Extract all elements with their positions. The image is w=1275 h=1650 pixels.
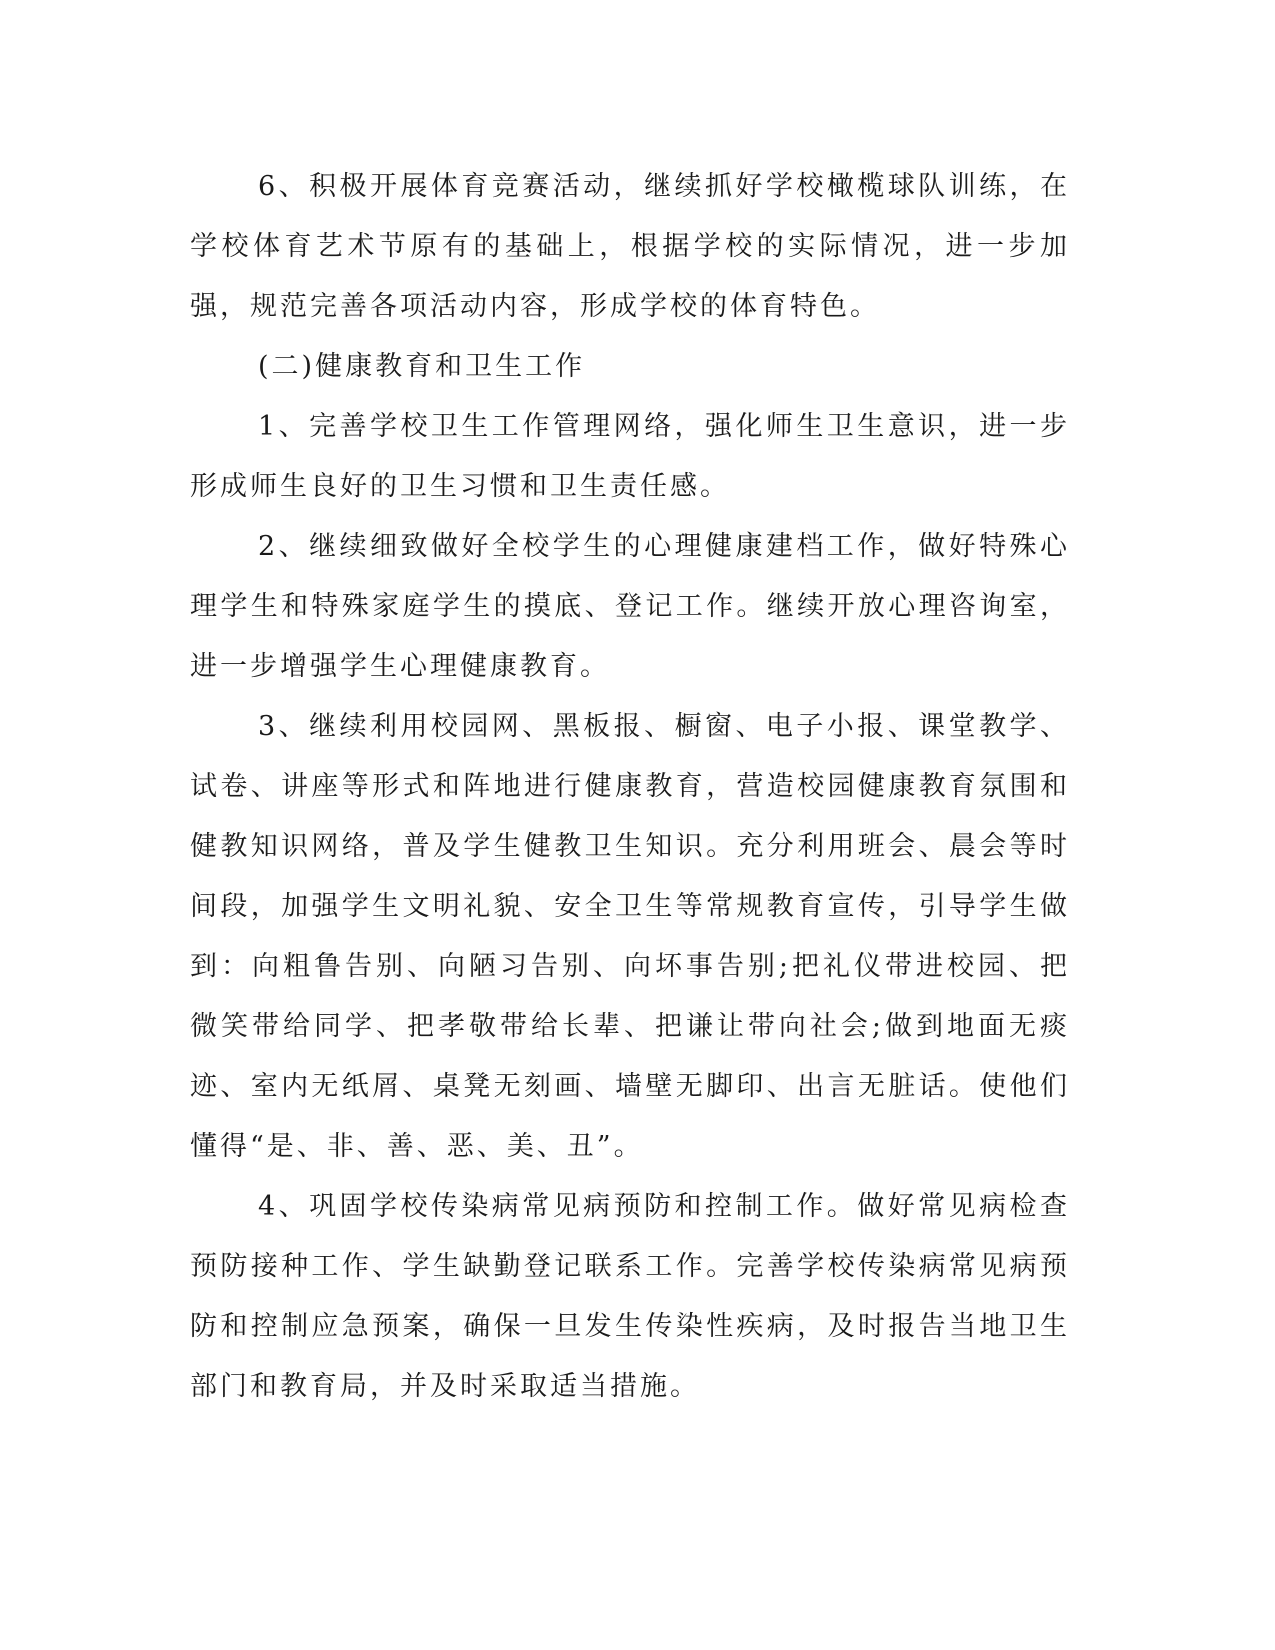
paragraph-item-4-disease-prevention: 4、巩固学校传染病常见病预防和控制工作。做好常见病检查预防接种工作、学生缺勤登记联系工作。完善学校传染病常见病预防和控制应急预案，确保一旦发生传染性疾病，及时报告当地卫生部门和教育局，并及时采取适当措施。 <box>190 1191 1070 1402</box>
paragraph-item-2-mental-health: 2、继续细致做好全校学生的心理健康建档工作，做好特殊心理学生和特殊家庭学生的摸底、登记工作。继续开放心理咨询室，进一步增强学生心理健康教育。 <box>190 531 1070 682</box>
paragraph-item-6-sports: 6、积极开展体育竞赛活动，继续抓好学校橄榄球队训练，在学校体育艺术节原有的基础上，根据学校的实际情况，进一步加强，规范完善各项活动内容，形成学校的体育特色。 <box>190 171 1070 322</box>
section-heading-health-education: (二)健康教育和卫生工作 <box>258 351 586 382</box>
document-body <box>190 157 1070 1417</box>
paragraph-item-3-health-promotion: 3、继续利用校园网、黑板报、橱窗、电子小报、课堂教学、试卷、讲座等形式和阵地进行健康教育，营造校园健康教育氛围和健教知识网络，普及学生健教卫生知识。充分利用班会、晨会等时间段，加强学生文明礼貌、安全卫生等常规教育宣传，引导学生做到：向粗鲁告别、向陋习告别、向坏事告别;把礼仪带进校园、把微笑带给同学、把孝敬带给长辈、把谦让带向社会;做到地面无痰迹、室内无纸屑、桌凳无刻画、墙壁无脚印、出言无脏话。使他们懂得“是、非、善、恶、美、丑”。 <box>190 711 1070 1162</box>
paragraph-item-1-hygiene-network: 1、完善学校卫生工作管理网络，强化师生卫生意识，进一步形成师生良好的卫生习惯和卫生责任感。 <box>190 411 1070 502</box>
